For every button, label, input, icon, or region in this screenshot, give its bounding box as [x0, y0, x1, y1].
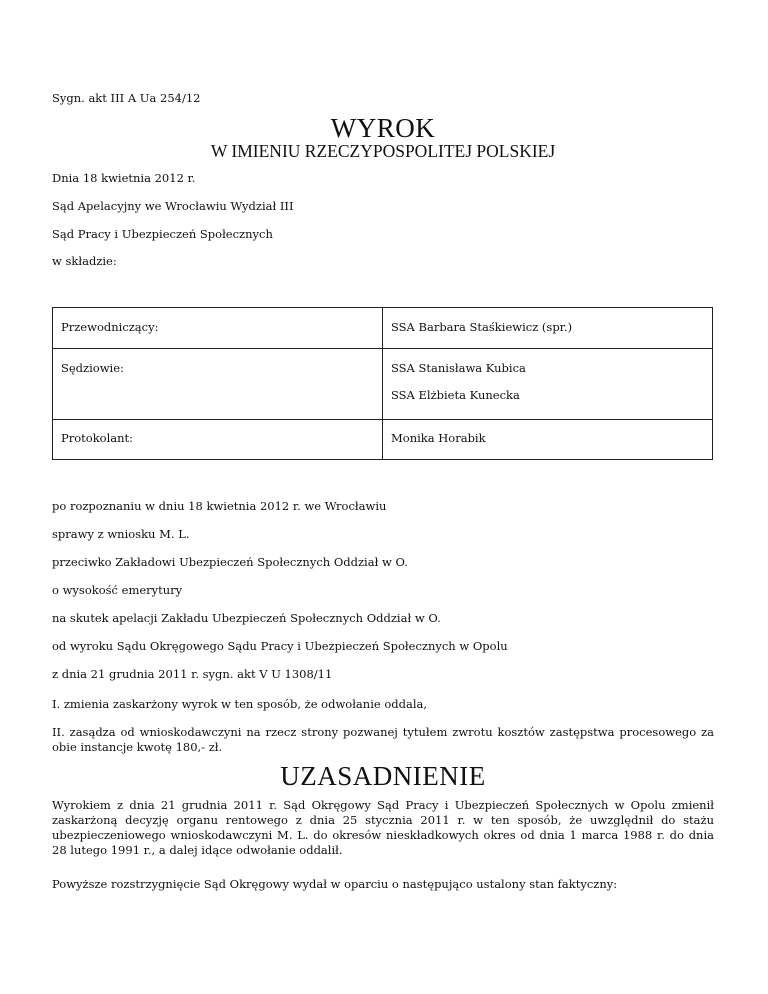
proceedings-line: od wyroku Sądu Okręgowego Sądu Pracy i Ubezpieczeń Społecznych w Opolu: [52, 639, 508, 653]
justification-paragraph-1: Wyrokiem z dnia 21 grudnia 2011 r. Sąd Okręgowy Sąd Pracy i Ubezpieczeń Społecznych w Opolu zmienił zaskarżoną decyzję organu rentowego z dnia 25 stycznia 2011 r. w ten sposób, że uwzględnił do stażu ubezpieczeniowego wnioskodawczyni M. L. do okresów nieskładkowych okres od dnia 1 marca 1988 r. do dnia 28 lutego 1991 r., a dalej idące odwołanie oddalił.: [52, 798, 714, 857]
clerk-name: Monika Horabik: [383, 420, 713, 460]
chair-role: Przewodniczący:: [53, 308, 383, 349]
chair-name: SSA Barbara Staśkiewicz (spr.): [383, 308, 713, 349]
court-line-1: Sąd Apelacyjny we Wrocławiu Wydział III: [52, 199, 294, 213]
table-row: [53, 308, 713, 349]
proceedings-line: sprawy z wniosku M. L.: [52, 527, 190, 541]
justification-paragraph-2: Powyższe rozstrzygnięcie Sąd Okręgowy wydał w oparciu o następująco ustalony stan faktyczny:: [52, 877, 618, 891]
judge-2: SSA Elżbieta Kunecka: [391, 388, 520, 402]
case-signature: Sygn. akt III A Ua 254/12: [52, 91, 201, 105]
proceedings-line: przeciwko Zakładowi Ubezpieczeń Społecznych Oddział w O.: [52, 555, 408, 569]
document-subtitle: W IMIENIU RZECZYPOSPOLITEJ POLSKIEJ: [210, 141, 556, 161]
composition-intro: w składzie:: [52, 254, 117, 268]
date-line: Dnia 18 kwietnia 2012 r.: [52, 171, 196, 185]
court-line-2: Sąd Pracy i Ubezpieczeń Społecznych: [52, 227, 273, 241]
composition-table: [52, 307, 713, 460]
ruling-1: I. zmienia zaskarżony wyrok w ten sposób, że odwołanie oddala,: [52, 697, 428, 711]
clerk-role: Protokolant:: [53, 420, 383, 460]
proceedings-line: z dnia 21 grudnia 2011 r. sygn. akt V U 1308/11: [52, 667, 333, 681]
table-row: [53, 420, 713, 460]
judges-role: Sędziowie:: [53, 349, 383, 420]
document-title: WYROK: [330, 113, 436, 143]
proceedings-line: na skutek apelacji Zakładu Ubezpieczeń Społecznych Oddział w O.: [52, 611, 441, 625]
judge-1: SSA Stanisława Kubica: [391, 361, 526, 375]
proceedings-line: o wysokość emerytury: [52, 583, 183, 597]
proceedings-line: po rozpoznaniu w dniu 18 kwietnia 2012 r. we Wrocławiu: [52, 499, 387, 513]
judges-names: [383, 349, 713, 420]
table-row: [53, 349, 713, 420]
ruling-2: II. zasądza od wnioskodawczyni na rzecz strony pozwanej tytułem zwrotu kosztów zastępstwa procesowego za obie instancje kwotę 180,- zł.: [52, 725, 714, 754]
justification-title: UZASADNIENIE: [280, 761, 486, 791]
